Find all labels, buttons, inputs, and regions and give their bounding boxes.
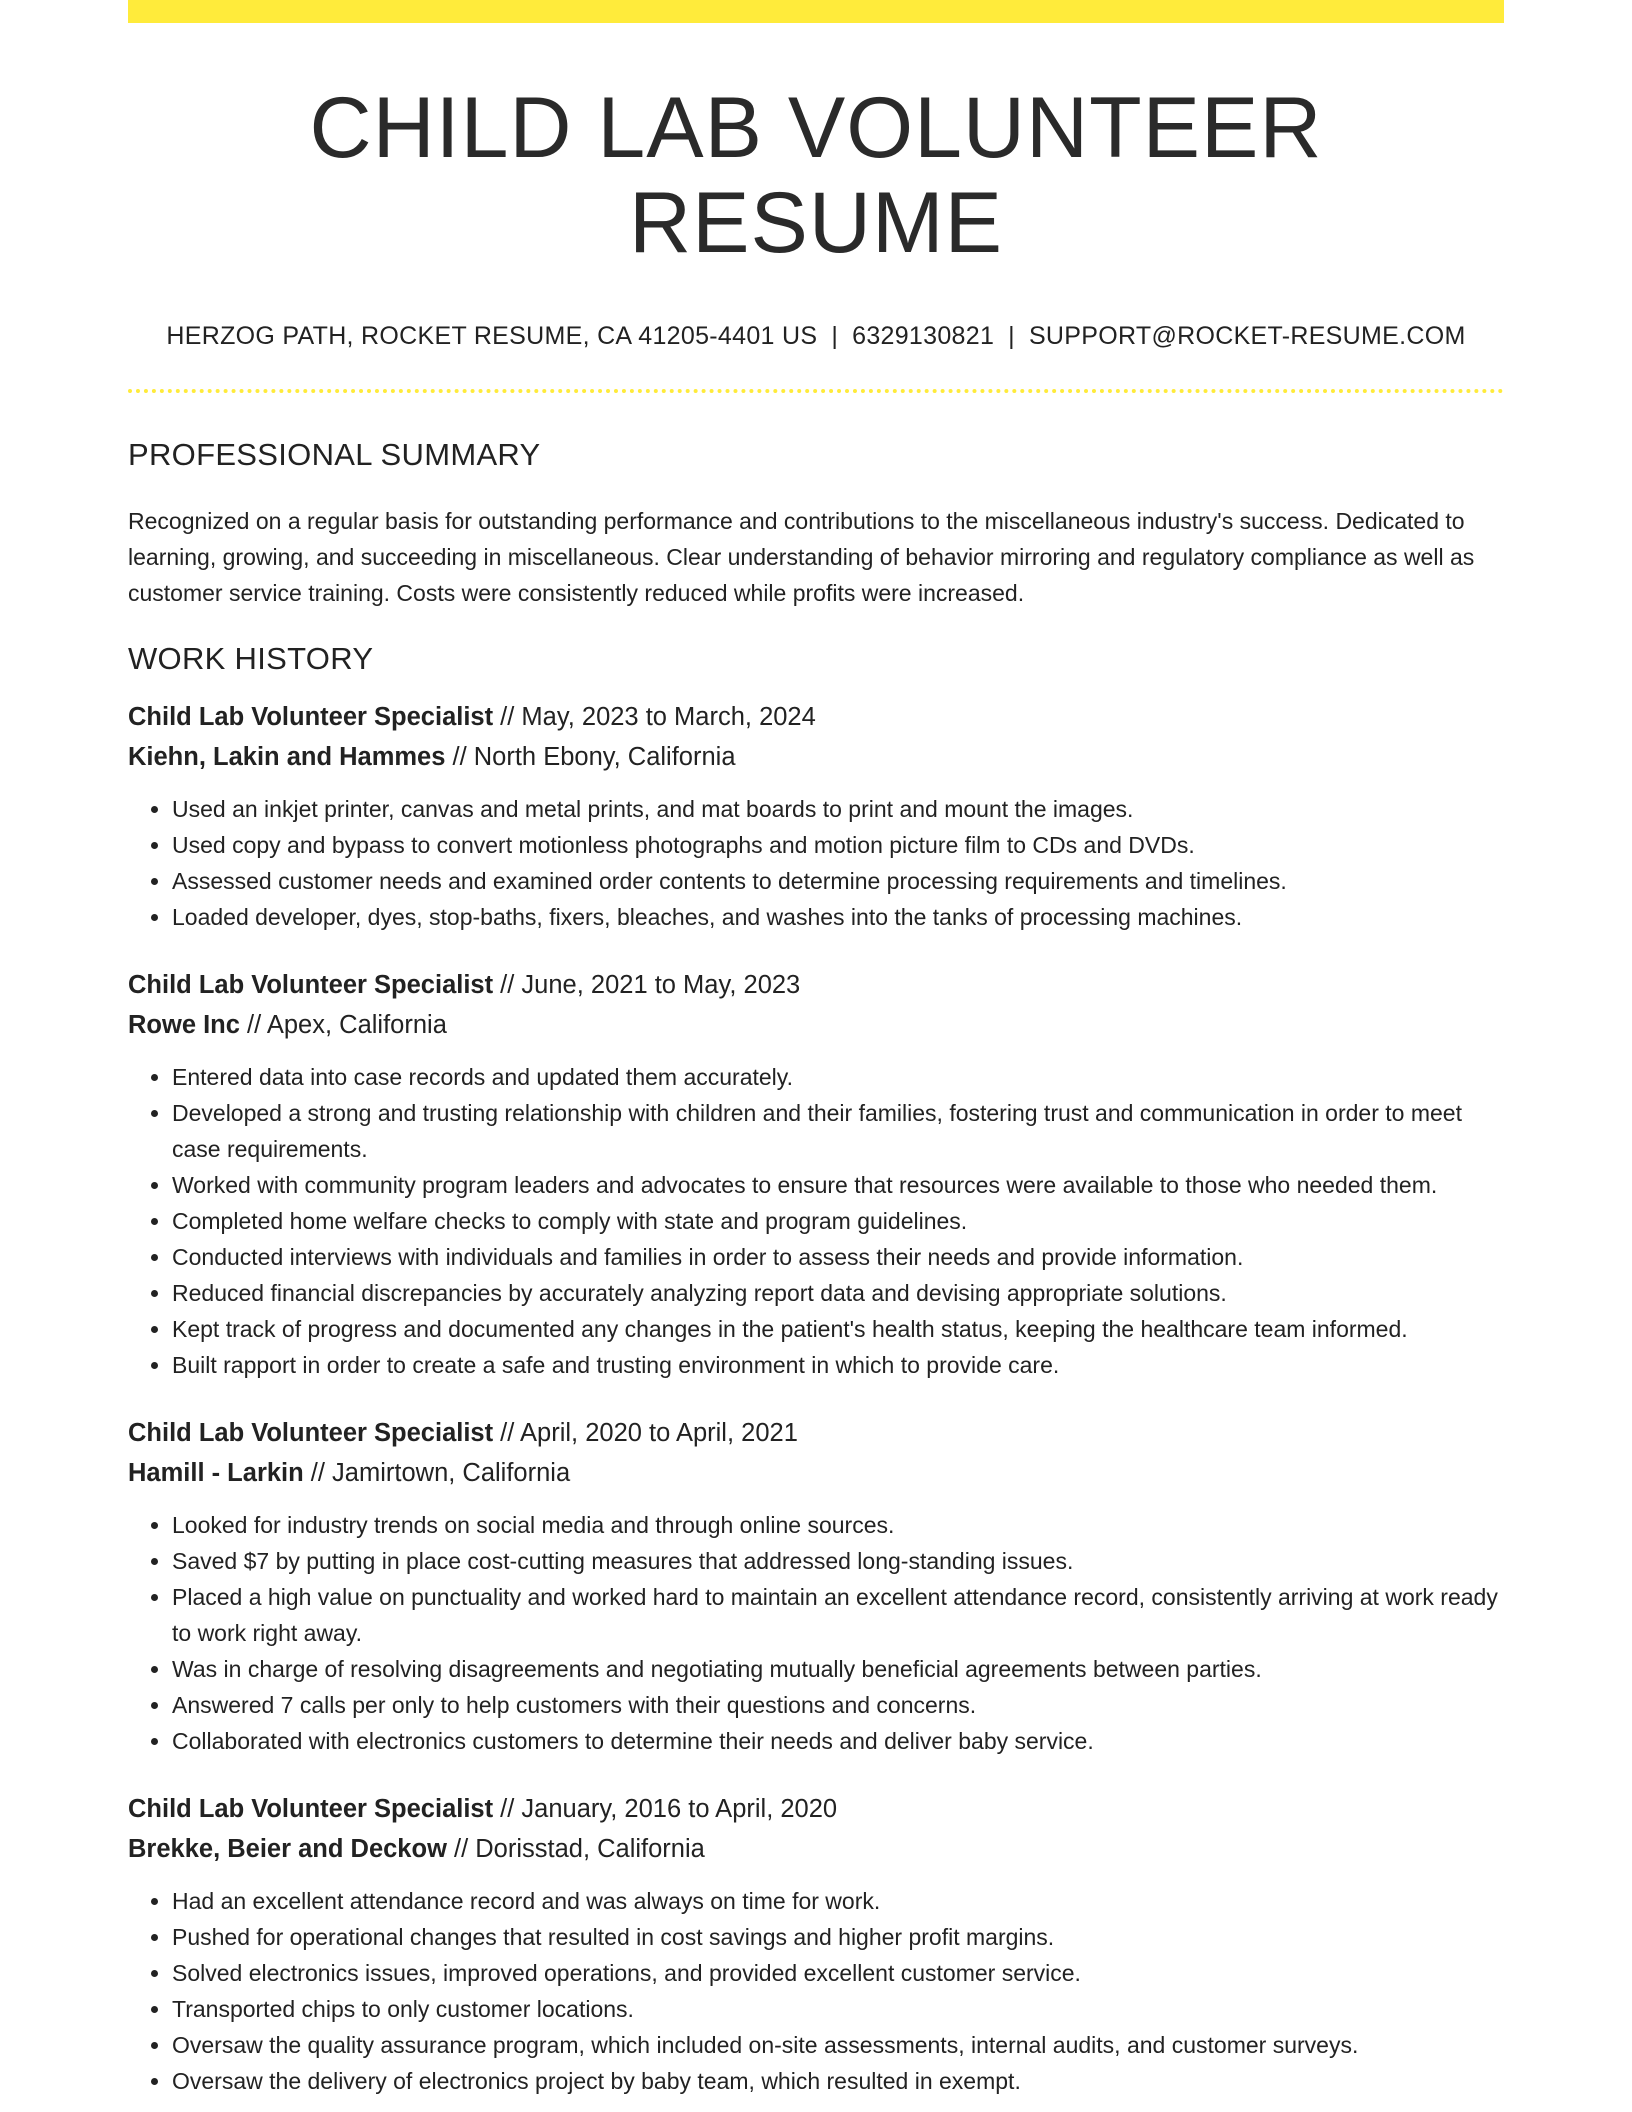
contact-separator: | <box>831 322 839 351</box>
job-dates: // June, 2021 to May, 2023 <box>493 971 801 1000</box>
job-company-line <box>128 1453 1504 1493</box>
job-bullet: • Had an excellent attendance record and was always on time for work. <box>172 1883 1504 1919</box>
job-role-line <box>128 1413 1504 1453</box>
job-dates: // May, 2023 to March, 2024 <box>493 703 816 732</box>
job-bullet: • Completed home welfare checks to comply with state and program guidelines. <box>172 1203 1504 1239</box>
resume-page <box>128 0 1504 2099</box>
job-location: // Dorisstad, California <box>446 1835 705 1864</box>
job-company: Hamill - Larkin <box>128 1459 304 1488</box>
job-bullet: • Loaded developer, dyes, stop-baths, fixers, bleaches, and washes into the tanks of processing machines. <box>172 899 1504 935</box>
header-divider <box>128 389 1504 393</box>
job-bullet: • Saved $7 by putting in place cost-cutting measures that addressed long-standing issues. <box>172 1543 1504 1579</box>
resume-title: CHILD LAB VOLUNTEER RESUME <box>309 80 1323 271</box>
contact-email: SUPPORT@ROCKET-RESUME.COM <box>1028 322 1466 351</box>
job-bullet: • Was in charge of resolving disagreements and negotiating mutually beneficial agreements between parties. <box>172 1651 1504 1687</box>
job-dates: // April, 2020 to April, 2021 <box>493 1419 798 1448</box>
job-bullet: • Used copy and bypass to convert motionless photographs and motion picture film to CDs and DVDs. <box>172 827 1504 863</box>
job-bullet: • Looked for industry trends on social media and through online sources. <box>172 1507 1504 1543</box>
job-bullet: • Entered data into case records and updated them accurately. <box>172 1059 1504 1095</box>
job-location: // North Ebony, California <box>445 743 736 772</box>
contact-line <box>128 322 1504 351</box>
job-entry-1 <box>128 697 1504 935</box>
work-history-heading: WORK HISTORY <box>128 641 374 677</box>
job-company-line <box>128 1829 1504 1869</box>
job-bullet: • Answered 7 calls per only to help customers with their questions and concerns. <box>172 1687 1504 1723</box>
job-bullet: • Placed a high value on punctuality and worked hard to maintain an excellent attendance record, consistently arriving at work ready to work right away. <box>172 1579 1504 1651</box>
job-bullets <box>128 1059 1504 1383</box>
job-bullet: • Solved electronics issues, improved operations, and provided excellent customer service. <box>172 1955 1504 1991</box>
job-bullets <box>128 1883 1504 2099</box>
job-bullet: • Conducted interviews with individuals and families in order to assess their needs and provide information. <box>172 1239 1504 1275</box>
job-entry-3 <box>128 1413 1504 1759</box>
job-entry-4 <box>128 1789 1504 2099</box>
job-role-line <box>128 965 1504 1005</box>
job-role: Child Lab Volunteer Specialist <box>128 1795 494 1824</box>
job-bullet: • Developed a strong and trusting relationship with children and their families, fostering trust and communication in order to meet case requirements. <box>172 1095 1504 1167</box>
summary-heading: PROFESSIONAL SUMMARY <box>128 437 541 473</box>
job-bullet: • Collaborated with electronics customers to determine their needs and deliver baby service. <box>172 1723 1504 1759</box>
job-role: Child Lab Volunteer Specialist <box>128 1419 494 1448</box>
contact-separator: | <box>1008 322 1015 351</box>
job-location: // Apex, California <box>239 1011 447 1040</box>
job-bullets <box>128 791 1504 935</box>
job-bullets <box>128 1507 1504 1759</box>
job-entry-2 <box>128 965 1504 1383</box>
job-dates: // January, 2016 to April, 2020 <box>493 1795 838 1824</box>
top-accent-bar <box>128 0 1504 23</box>
job-role: Child Lab Volunteer Specialist <box>128 971 494 1000</box>
job-location: // Jamirtown, California <box>303 1459 571 1488</box>
job-bullet: • Oversaw the delivery of electronics project by baby team, which resulted in exempt. <box>172 2063 1504 2099</box>
job-role: Child Lab Volunteer Specialist <box>128 703 494 732</box>
job-company-line <box>128 737 1504 777</box>
job-role-line <box>128 1789 1504 1829</box>
job-bullet: • Transported chips to only customer locations. <box>172 1991 1504 2027</box>
job-company: Rowe Inc <box>128 1011 240 1040</box>
summary-text: Recognized on a regular basis for outstanding performance and contributions to the miscellaneous industry's success. Dedicated to learning, growing, and succeeding in miscellaneous. Clear understanding of behavior mirroring and regulatory compliance as well as customer service training. Costs were consistently reduced while profits were increased. <box>128 508 1475 607</box>
contact-phone: 6329130821 <box>852 322 995 351</box>
job-bullet: • Used an inkjet printer, canvas and metal prints, and mat boards to print and mount the images. <box>172 791 1504 827</box>
job-role-line <box>128 697 1504 737</box>
job-bullet: • Oversaw the quality assurance program, which included on-site assessments, internal audits, and customer surveys. <box>172 2027 1504 2063</box>
job-bullet: • Assessed customer needs and examined order contents to determine processing requirements and timelines. <box>172 863 1504 899</box>
job-company-line <box>128 1005 1504 1045</box>
job-company: Kiehn, Lakin and Hammes <box>128 743 446 772</box>
contact-address: HERZOG PATH, ROCKET RESUME, CA 41205-4401 US <box>166 322 818 351</box>
job-bullet: • Reduced financial discrepancies by accurately analyzing report data and devising appropriate solutions. <box>172 1275 1504 1311</box>
job-company: Brekke, Beier and Deckow <box>128 1835 447 1864</box>
job-bullet: • Worked with community program leaders and advocates to ensure that resources were available to those who needed them. <box>172 1167 1504 1203</box>
job-bullet: • Built rapport in order to create a safe and trusting environment in which to provide care. <box>172 1347 1504 1383</box>
job-bullet: • Kept track of progress and documented any changes in the patient's health status, keeping the healthcare team informed. <box>172 1311 1504 1347</box>
job-bullet: • Pushed for operational changes that resulted in cost savings and higher profit margins. <box>172 1919 1504 1955</box>
